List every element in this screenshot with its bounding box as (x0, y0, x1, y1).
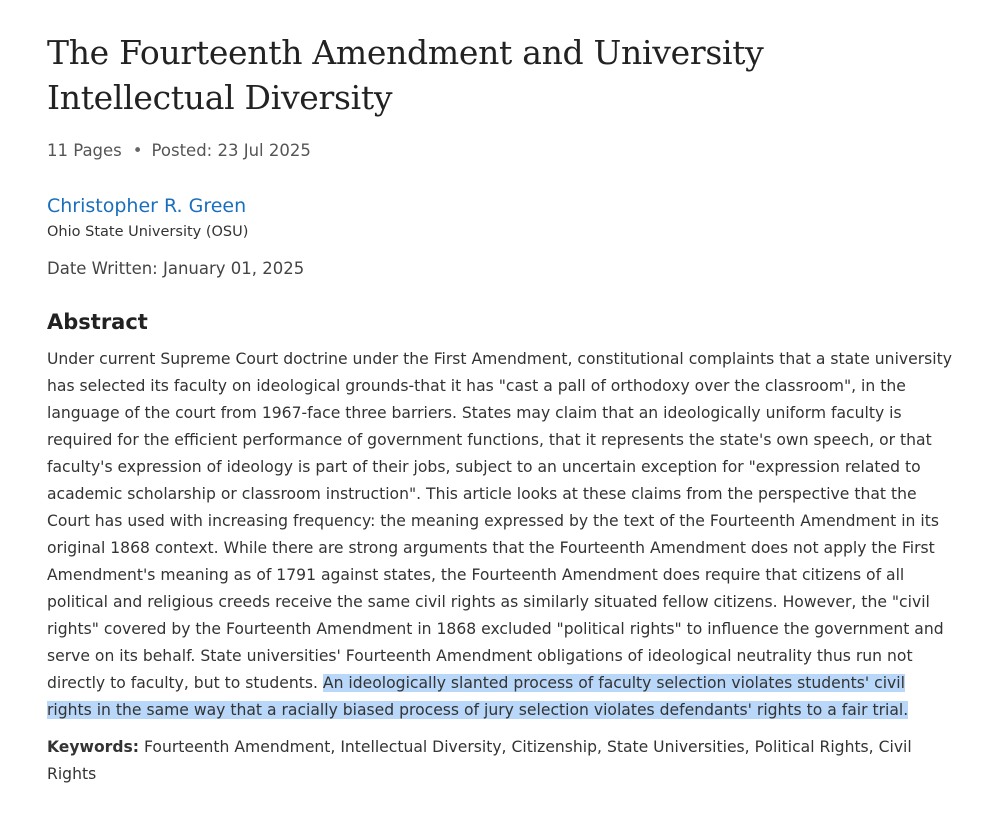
paper-title: The Fourteenth Amendment and University Intellectual Diversity (47, 33, 764, 117)
page-count: 11 Pages (47, 141, 122, 160)
abstract-text-plain: Under current Supreme Court doctrine under the First Amendment, constitutional complaints that a state university has selected its faculty on ideological grounds-that it has "cast a pall of orthodoxy over the classroom", in the language of the court from 1967-face three barriers. States may claim that an ideologically uniform faculty is required for the efficient performance of government functions, that it represents the state's own speech, or that faculty's expression of ideology is part of their jobs, subject to an uncertain exception for "expression related to academic scholarship or classroom instruction". This article looks at these claims from the perspective that the Court has used with increasing frequency: the meaning expressed by the text of the Fourteenth Amendment in its original 1868 context. While there are strong arguments that the Fourteenth Amendment does not apply the First Amendment's meaning as of 1791 against states, the Fourteenth Amendment does require that citizens of all political and religious creeds receive the same civil rights as similarly situated fellow citizens. However, the "civil rights" covered by the Fourteenth Amendment in 1868 excluded "political rights" to influence the government and serve on its behalf. State universities' Fourteenth Amendment obligations of ideological neutrality thus run not directly to faculty, but to students. (47, 350, 952, 692)
paper-meta (47, 139, 952, 163)
abstract-text-highlighted: An ideologically slanted process of faculty selection violates students' civil rights in the same way that a racially biased process of jury selection violates defendants' rights to a fair trial. (47, 674, 909, 719)
posted-date: Posted: 23 Jul 2025 (151, 141, 311, 160)
keywords-value: Fourteenth Amendment, Intellectual Diversity, Citizenship, State Universities, Political Rights, Civil Rights (47, 738, 912, 783)
abstract-text (47, 346, 952, 724)
meta-separator: • (132, 141, 143, 160)
keywords (47, 734, 952, 788)
keywords-label: Keywords: (47, 738, 140, 756)
date-written: Date Written: January 01, 2025 (47, 259, 305, 278)
author-link[interactable]: Christopher R. Green (47, 195, 247, 217)
abstract-heading: Abstract (47, 310, 148, 334)
author-affiliation: Ohio State University (OSU) (47, 224, 249, 240)
paper-page (47, 0, 952, 788)
